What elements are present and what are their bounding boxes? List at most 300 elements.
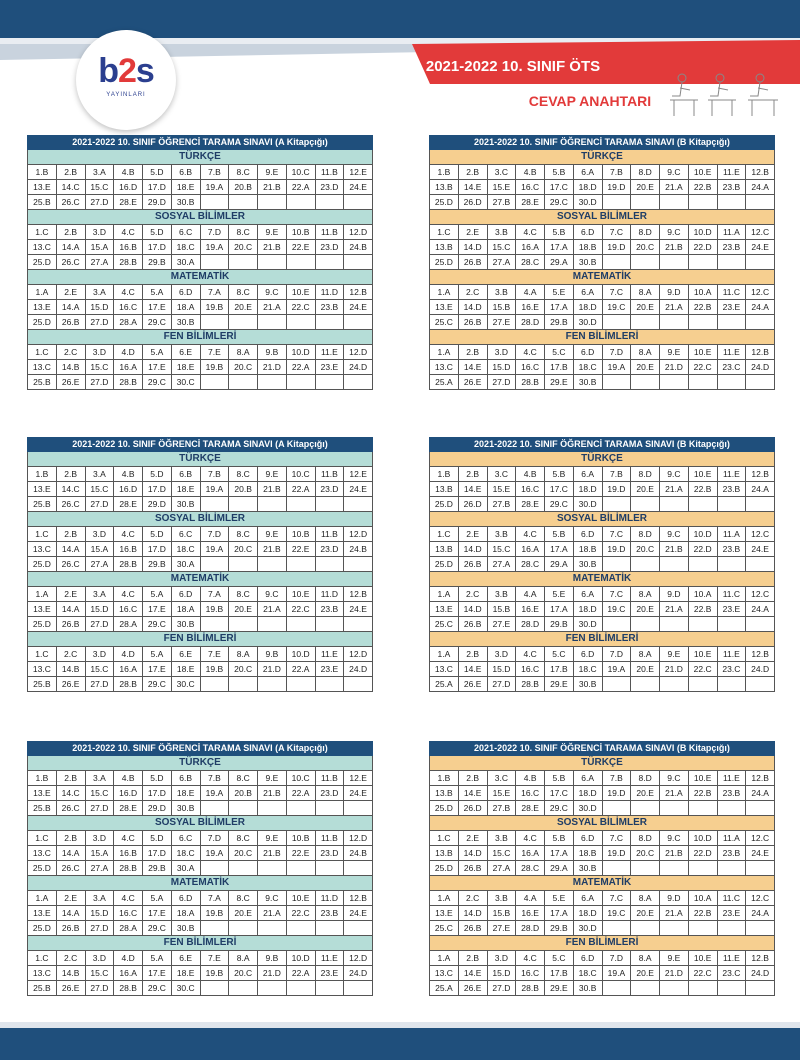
answer-cell: 23.E <box>718 300 747 315</box>
answer-cell: 4.C <box>516 830 545 846</box>
answer-cell <box>201 677 230 692</box>
answer-cell: 1.A <box>28 586 57 602</box>
answer-cell: 15.D <box>488 966 517 981</box>
answer-cell: 30.B <box>574 861 603 876</box>
answer-cell <box>660 677 689 692</box>
answer-cell: 24.E <box>344 602 373 617</box>
answer-cell <box>746 677 775 692</box>
answer-cell: 20.E <box>631 360 660 375</box>
answer-cell <box>660 861 689 876</box>
answer-cell: 2.B <box>57 466 86 482</box>
answer-cell: 2.C <box>459 284 488 300</box>
answer-cell: 21.A <box>660 180 689 195</box>
answer-cell: 16.A <box>516 542 545 557</box>
answer-cell: 28.C <box>516 861 545 876</box>
answer-cell: 8.A <box>631 890 660 906</box>
answer-cell <box>746 315 775 330</box>
answer-cell: 30.A <box>172 861 201 876</box>
answer-cell: 29.E <box>545 677 574 692</box>
answer-cell: 12.B <box>746 344 775 360</box>
answer-cell: 3.B <box>488 586 517 602</box>
answer-cell: 27.B <box>488 497 517 512</box>
answer-cell: 12.C <box>746 830 775 846</box>
answer-cell: 15.A <box>86 240 115 255</box>
answer-cell: 9.B <box>258 344 287 360</box>
answer-cell <box>631 617 660 632</box>
answer-cell <box>718 195 747 210</box>
answer-cell: 23.C <box>718 360 747 375</box>
answer-cell: 24.A <box>746 602 775 617</box>
answer-cell: 18.A <box>172 602 201 617</box>
answer-cell: 1.A <box>430 284 459 300</box>
answer-cell <box>201 557 230 572</box>
answer-cell <box>287 801 316 816</box>
answer-cell: 14.E <box>459 180 488 195</box>
booklet-title: 2021-2022 10. SINIF ÖĞRENCİ TARAMA SINAVI (B Kitapçığı) <box>429 437 775 452</box>
answer-cell: 27.D <box>86 801 115 816</box>
answer-cell: 21.D <box>258 966 287 981</box>
answer-cell <box>660 557 689 572</box>
subject-header: SOSYAL BİLİMLER <box>429 512 775 526</box>
answer-cell: 10.E <box>689 646 718 662</box>
answer-cell: 27.D <box>86 981 115 996</box>
answer-cell <box>201 981 230 996</box>
answer-cell: 13.B <box>430 846 459 861</box>
answer-cell <box>316 497 345 512</box>
answer-cell <box>603 861 632 876</box>
answer-cell: 24.A <box>746 482 775 497</box>
answer-cell <box>746 981 775 996</box>
answer-cell: 1.C <box>28 950 57 966</box>
answer-cell: 27.A <box>86 255 115 270</box>
answer-cell: 18.E <box>172 662 201 677</box>
answer-cell: 19.A <box>201 846 230 861</box>
answer-cell: 17.E <box>143 360 172 375</box>
answer-cell: 27.E <box>488 315 517 330</box>
answer-cell: 16.A <box>114 360 143 375</box>
answer-cell: 28.B <box>114 677 143 692</box>
answer-cell <box>631 255 660 270</box>
answer-cell: 14.D <box>459 906 488 921</box>
answer-cell: 1.B <box>28 164 57 180</box>
answer-cell: 2.E <box>57 284 86 300</box>
answer-cell: 23.B <box>316 906 345 921</box>
answer-cell: 11.B <box>316 164 345 180</box>
answer-cell <box>718 557 747 572</box>
answer-cell: 19.D <box>603 846 632 861</box>
answer-cell: 25.D <box>28 557 57 572</box>
answer-cell: 1.B <box>430 164 459 180</box>
answer-cell: 7.E <box>201 344 230 360</box>
answer-cell: 12.D <box>344 830 373 846</box>
answer-cell <box>631 801 660 816</box>
answer-cell: 4.C <box>516 950 545 966</box>
answer-cell: 11.B <box>316 466 345 482</box>
answer-cell <box>603 195 632 210</box>
answer-cell: 23.B <box>718 846 747 861</box>
answer-cell: 25.D <box>28 255 57 270</box>
answer-cell: 30.B <box>172 921 201 936</box>
answer-cell: 6.C <box>172 526 201 542</box>
answer-cell: 15.E <box>488 482 517 497</box>
answer-cell: 10.B <box>287 526 316 542</box>
answer-cell: 6.A <box>574 770 603 786</box>
answer-cell <box>344 315 373 330</box>
answer-cell <box>287 861 316 876</box>
booklet-title: 2021-2022 10. SINIF ÖĞRENCİ TARAMA SINAVI (A Kitapçığı) <box>27 741 373 756</box>
subject-header: MATEMATİK <box>27 270 373 284</box>
answer-cell: 26.E <box>57 981 86 996</box>
answer-cell: 8.C <box>229 890 258 906</box>
answer-cell: 4.B <box>114 770 143 786</box>
answer-cell: 6.E <box>172 344 201 360</box>
logo-subtitle: YAYINLARI <box>106 92 146 98</box>
answer-cell: 21.D <box>660 662 689 677</box>
answer-cell: 10.A <box>689 284 718 300</box>
answer-cell: 21.A <box>258 300 287 315</box>
answer-cell: 27.D <box>86 617 115 632</box>
answer-cell: 29.E <box>545 375 574 390</box>
answer-cell: 30.A <box>172 557 201 572</box>
answer-cell: 2.E <box>57 586 86 602</box>
subject-header: MATEMATİK <box>429 572 775 586</box>
answer-cell: 5.D <box>143 770 172 786</box>
answer-cell: 20.C <box>229 360 258 375</box>
answer-cell: 7.B <box>603 466 632 482</box>
answer-cell: 1.C <box>430 830 459 846</box>
answer-cell <box>316 255 345 270</box>
answer-cell: 1.C <box>28 830 57 846</box>
answer-cell: 5.B <box>545 830 574 846</box>
answer-cell: 14.D <box>459 300 488 315</box>
answer-grid <box>27 164 373 210</box>
answer-cell: 17.E <box>143 662 172 677</box>
answer-cell: 12.B <box>746 164 775 180</box>
answer-cell: 13.E <box>28 602 57 617</box>
booklet-a-table <box>27 741 373 996</box>
answer-cell: 13.C <box>430 662 459 677</box>
answer-cell: 16.B <box>114 542 143 557</box>
answer-cell: 19.D <box>603 180 632 195</box>
answer-cell: 6.A <box>574 890 603 906</box>
answer-cell: 4.C <box>516 646 545 662</box>
answer-cell: 9.E <box>660 646 689 662</box>
answer-cell: 30.D <box>574 497 603 512</box>
answer-cell: 18.C <box>574 966 603 981</box>
answer-cell: 23.B <box>316 602 345 617</box>
answer-cell: 29.C <box>143 617 172 632</box>
answer-cell: 8.D <box>631 830 660 846</box>
answer-cell: 26.C <box>57 497 86 512</box>
answer-cell: 12.E <box>344 164 373 180</box>
answer-cell: 2.B <box>459 950 488 966</box>
answer-cell: 22.A <box>287 482 316 497</box>
answer-cell: 6.D <box>574 224 603 240</box>
answer-cell: 7.D <box>603 646 632 662</box>
answer-cell: 3.B <box>488 526 517 542</box>
answer-cell: 10.E <box>689 164 718 180</box>
answer-cell: 8.A <box>631 586 660 602</box>
answer-cell: 25.D <box>430 557 459 572</box>
answer-cell: 8.A <box>631 284 660 300</box>
answer-cell: 13.B <box>430 542 459 557</box>
answer-cell <box>631 981 660 996</box>
answer-cell: 13.E <box>430 300 459 315</box>
subject-header: SOSYAL BİLİMLER <box>429 816 775 830</box>
answer-cell: 25.D <box>28 315 57 330</box>
answer-cell: 18.D <box>574 482 603 497</box>
answer-cell: 15.B <box>488 300 517 315</box>
answer-cell: 13.E <box>28 180 57 195</box>
answer-cell: 5.A <box>143 646 172 662</box>
answer-grid <box>429 586 775 632</box>
answer-cell: 18.D <box>574 180 603 195</box>
answer-cell: 26.E <box>459 375 488 390</box>
answer-cell: 30.D <box>574 195 603 210</box>
answer-cell: 23.D <box>316 786 345 801</box>
answer-cell: 19.A <box>603 360 632 375</box>
answer-cell: 12.E <box>344 466 373 482</box>
answer-key-title: CEVAP ANAHTARI <box>528 93 652 109</box>
answer-cell <box>316 557 345 572</box>
answer-cell: 20.E <box>631 180 660 195</box>
answer-cell: 2.E <box>459 224 488 240</box>
answer-cell: 11.E <box>316 344 345 360</box>
answer-cell: 7.D <box>201 224 230 240</box>
answer-cell: 7.D <box>603 344 632 360</box>
answer-cell: 14.A <box>57 602 86 617</box>
answer-cell: 6.A <box>574 586 603 602</box>
answer-cell <box>631 497 660 512</box>
answer-cell: 5.C <box>545 646 574 662</box>
answer-cell: 3.D <box>86 344 115 360</box>
answer-cell <box>287 981 316 996</box>
answer-cell: 24.D <box>746 966 775 981</box>
answer-grid <box>429 770 775 816</box>
answer-cell: 24.B <box>344 846 373 861</box>
answer-cell <box>746 801 775 816</box>
answer-cell: 18.D <box>574 602 603 617</box>
answer-cell: 3.B <box>488 890 517 906</box>
answer-cell: 17.A <box>545 906 574 921</box>
answer-cell: 13.C <box>28 360 57 375</box>
answer-cell: 27.A <box>488 861 517 876</box>
answer-cell: 12.D <box>344 344 373 360</box>
answer-cell: 28.B <box>516 375 545 390</box>
answer-cell: 16.C <box>114 300 143 315</box>
answer-cell: 29.B <box>545 617 574 632</box>
answer-cell: 1.C <box>430 224 459 240</box>
answer-cell: 12.B <box>746 646 775 662</box>
answer-cell: 1.A <box>430 586 459 602</box>
answer-cell <box>258 921 287 936</box>
answer-cell: 25.D <box>430 861 459 876</box>
subject-header: FEN BİLİMLERİ <box>429 936 775 950</box>
answer-cell: 14.E <box>459 662 488 677</box>
answer-cell: 11.D <box>316 284 345 300</box>
answer-cell: 8.C <box>229 224 258 240</box>
answer-cell <box>718 497 747 512</box>
answer-cell: 20.C <box>229 846 258 861</box>
answer-cell: 9.C <box>660 830 689 846</box>
answer-cell: 9.E <box>258 830 287 846</box>
answer-cell <box>229 677 258 692</box>
answer-cell: 18.C <box>172 846 201 861</box>
answer-cell: 16.C <box>516 360 545 375</box>
answer-cell: 30.B <box>574 981 603 996</box>
answer-cell: 18.C <box>574 360 603 375</box>
answer-cell: 15.C <box>86 966 115 981</box>
answer-cell: 30.B <box>172 801 201 816</box>
answer-cell: 3.D <box>86 950 115 966</box>
answer-cell: 27.E <box>488 617 517 632</box>
answer-cell: 23.D <box>316 482 345 497</box>
answer-cell: 6.D <box>172 586 201 602</box>
answer-cell: 26.E <box>459 981 488 996</box>
answer-cell: 24.E <box>344 482 373 497</box>
answer-cell <box>718 861 747 876</box>
subject-header: MATEMATİK <box>27 876 373 890</box>
booklet-b-table <box>429 437 775 692</box>
answer-cell: 28.B <box>114 375 143 390</box>
answer-cell: 12.C <box>746 890 775 906</box>
answer-cell: 17.B <box>545 966 574 981</box>
answer-cell: 15.C <box>86 482 115 497</box>
answer-cell: 17.E <box>143 300 172 315</box>
answer-cell: 30.C <box>172 981 201 996</box>
answer-cell <box>718 255 747 270</box>
answer-cell: 6.D <box>172 890 201 906</box>
answer-cell: 25.C <box>430 617 459 632</box>
answer-cell: 2.C <box>57 950 86 966</box>
answer-cell: 15.C <box>488 240 517 255</box>
answer-cell <box>689 375 718 390</box>
answer-cell: 24.D <box>344 360 373 375</box>
answer-cell: 30.C <box>172 375 201 390</box>
booklet-title: 2021-2022 10. SINIF ÖĞRENCİ TARAMA SINAVI (A Kitapçığı) <box>27 135 373 150</box>
subject-header: TÜRKÇE <box>429 452 775 466</box>
answer-cell: 27.D <box>86 195 115 210</box>
subject-header: FEN BİLİMLERİ <box>27 936 373 950</box>
answer-cell: 22.A <box>287 662 316 677</box>
answer-cell: 22.B <box>689 906 718 921</box>
answer-cell <box>316 315 345 330</box>
answer-cell: 9.C <box>258 890 287 906</box>
answer-cell: 11.E <box>718 164 747 180</box>
answer-cell <box>746 195 775 210</box>
answer-cell: 13.E <box>28 482 57 497</box>
answer-cell: 20.E <box>631 906 660 921</box>
answer-cell <box>603 921 632 936</box>
answer-cell: 13.B <box>430 482 459 497</box>
answer-cell: 6.E <box>172 950 201 966</box>
answer-cell: 25.D <box>28 861 57 876</box>
answer-cell: 1.A <box>430 344 459 360</box>
answer-cell <box>316 921 345 936</box>
answer-cell: 22.C <box>689 662 718 677</box>
answer-cell <box>631 557 660 572</box>
answer-cell <box>718 617 747 632</box>
answer-cell: 13.E <box>28 786 57 801</box>
booklet-b-table <box>429 135 775 390</box>
answer-cell: 30.B <box>172 497 201 512</box>
answer-cell: 8.C <box>229 586 258 602</box>
answer-cell: 30.B <box>172 315 201 330</box>
answer-cell: 11.B <box>316 830 345 846</box>
answer-cell: 18.E <box>172 786 201 801</box>
answer-cell: 22.D <box>689 240 718 255</box>
answer-cell: 26.B <box>57 617 86 632</box>
answer-cell: 6.D <box>574 646 603 662</box>
answer-cell: 27.A <box>86 861 115 876</box>
answer-cell: 29.B <box>545 921 574 936</box>
answer-cell: 20.B <box>229 482 258 497</box>
answer-cell: 18.B <box>574 846 603 861</box>
answer-cell <box>603 497 632 512</box>
answer-cell: 14.D <box>459 602 488 617</box>
answer-cell <box>201 497 230 512</box>
answer-cell: 18.A <box>172 300 201 315</box>
answer-cell: 1.C <box>28 646 57 662</box>
answer-cell: 29.D <box>143 801 172 816</box>
answer-cell: 19.B <box>201 360 230 375</box>
answer-cell: 22.D <box>689 846 718 861</box>
answer-cell: 24.D <box>746 360 775 375</box>
answer-cell: 15.D <box>488 662 517 677</box>
answer-cell: 17.C <box>545 180 574 195</box>
answer-cell: 1.B <box>430 466 459 482</box>
answer-cell: 16.D <box>114 482 143 497</box>
answer-cell: 26.B <box>57 315 86 330</box>
answer-cell: 10.E <box>689 466 718 482</box>
answer-cell: 4.C <box>114 586 143 602</box>
answer-cell: 1.B <box>28 770 57 786</box>
answer-cell: 2.B <box>57 526 86 542</box>
answer-cell: 26.B <box>459 315 488 330</box>
answer-cell: 9.E <box>660 950 689 966</box>
answer-cell: 4.A <box>516 284 545 300</box>
answer-cell <box>344 557 373 572</box>
answer-cell: 5.E <box>545 284 574 300</box>
answer-cell: 16.A <box>114 966 143 981</box>
answer-cell <box>287 677 316 692</box>
answer-cell: 30.A <box>172 255 201 270</box>
answer-cell: 4.A <box>516 890 545 906</box>
answer-cell: 22.E <box>287 542 316 557</box>
answer-cell: 21.A <box>258 906 287 921</box>
answer-cell: 30.B <box>574 375 603 390</box>
answer-cell: 29.E <box>545 981 574 996</box>
booklet-a-table <box>27 135 373 390</box>
answer-cell: 16.C <box>516 662 545 677</box>
answer-cell: 29.C <box>545 801 574 816</box>
answer-grid <box>429 646 775 692</box>
answer-cell: 23.B <box>316 300 345 315</box>
answer-cell <box>201 375 230 390</box>
answer-cell: 5.C <box>545 344 574 360</box>
answer-cell: 28.B <box>114 255 143 270</box>
answer-cell: 11.C <box>718 284 747 300</box>
answer-cell: 18.B <box>574 240 603 255</box>
answer-cell: 20.E <box>631 966 660 981</box>
answer-cell: 24.E <box>344 300 373 315</box>
answer-cell: 9.B <box>258 646 287 662</box>
answer-cell: 7.B <box>201 466 230 482</box>
answer-cell <box>718 677 747 692</box>
answer-cell: 7.C <box>603 526 632 542</box>
answer-cell: 5.D <box>143 526 172 542</box>
answer-cell <box>201 801 230 816</box>
